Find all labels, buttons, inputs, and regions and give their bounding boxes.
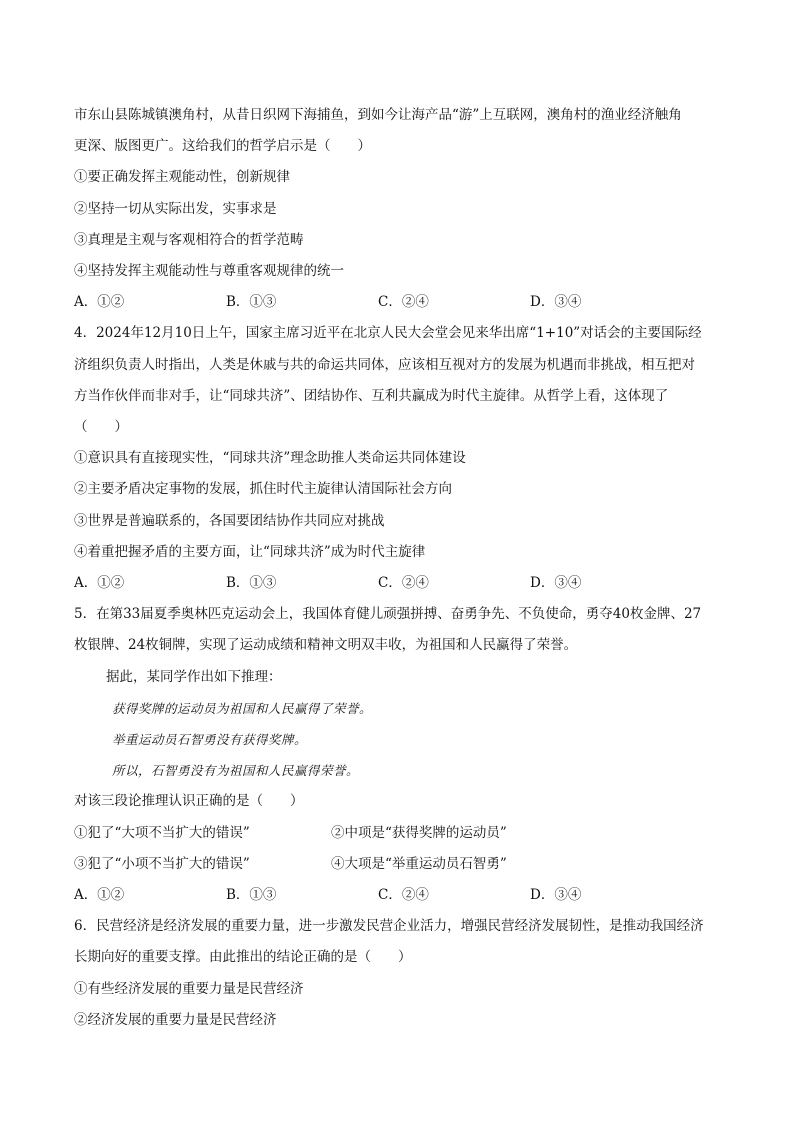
q3-option-d: D．③④ <box>530 294 582 311</box>
q5-items-row-1 <box>74 818 724 849</box>
document-page <box>74 100 724 1036</box>
q5-option-b: B．①③ <box>226 887 277 904</box>
q4-item-1: ①意识具有直接现实性，“同球共济”理念助推人类命运共同体建设 <box>74 450 466 467</box>
q4-option-c: C．②④ <box>378 575 429 592</box>
q5-syllogism-conclusion: 所以，石智勇没有为祖国和人民赢得荣誉。 <box>112 763 360 779</box>
q5-item-4: ④大项是“举重运动员石智勇” <box>331 855 507 872</box>
q3-stem-line-1: 市东山县陈城镇澳角村，从昔日织网下海捕鱼，到如今让海产品“游”上互联网，澳角村的渔业经济触角 <box>74 107 682 123</box>
q5-options <box>74 880 724 911</box>
q3-option-b: B．①③ <box>226 294 277 311</box>
q5-item-1: ①犯了“大项不当扩大的错误” <box>74 824 250 841</box>
q5-items-row-2 <box>74 849 724 880</box>
q4-item-2: ②主要矛盾决定事物的发展，抓住时代主旋律认清国际社会方向 <box>74 481 452 498</box>
q5-option-c: C．②④ <box>378 887 429 904</box>
q4-stem-line-3: 方当作伙伴而非对手，让“同球共济”、团结协作、互利共赢成为时代主旋律。从哲学上看，这体现了 <box>74 387 669 404</box>
q4-stem-line-4: （ ） <box>74 419 128 436</box>
q5-item-3: ③犯了“小项不当扩大的错误” <box>74 855 250 872</box>
q4-option-b: B．①③ <box>226 575 277 592</box>
q4-stem-line-1: 4．2024年12月10日上午，国家主席习近平在北京人民大会堂会见来华出席“1+10”对话会的主要国际经 <box>74 325 702 342</box>
q6-stem-line-2: 长期向好的重要支撑。由此推出的结论正确的是（ ） <box>74 949 412 966</box>
q5-option-d: D．③④ <box>530 887 582 904</box>
q5-intro: 据此，某同学作出如下推理： <box>106 668 282 685</box>
q3-item-4: ④坚持发挥主观能动性与尊重客观规律的统一 <box>74 263 344 280</box>
q3-option-c: C．②④ <box>378 294 429 311</box>
q4-option-d: D．③④ <box>530 575 582 592</box>
q3-item-3: ③真理是主观与客观相符合的哲学范畴 <box>74 231 304 248</box>
q5-question: 对该三段论推理认识正确的是（ ） <box>74 793 304 810</box>
q3-item-1: ①要正确发挥主观能动性，创新规律 <box>74 169 290 186</box>
q5-option-a: A．①② <box>74 887 125 904</box>
q5-syllogism-major: 获得奖牌的运动员为祖国和人民赢得了荣誉。 <box>112 700 373 716</box>
q5-stem-line-2: 枚银牌、24枚铜牌，实现了运动成绩和精神文明双丰收，为祖国和人民赢得了荣誉。 <box>74 637 578 654</box>
q4-option-a: A．①② <box>74 575 125 592</box>
q4-stem-line-2: 济组织负责人时指出，人类是休戚与共的命运共同体，应该相互视对方的发展为机遇而非挑战，相互把对 <box>74 356 695 373</box>
q3-option-a: A．①② <box>74 294 125 311</box>
q5-stem-line-1: 5．在第33届夏季奥林匹克运动会上，我国体育健儿顽强拼搏、奋勇争先、不负使命，勇夺40枚金牌、27 <box>74 606 702 623</box>
q3-stem-line-2: 更深、版图更广。这给我们的哲学启示是（ ） <box>74 138 371 155</box>
q6-stem-line-1: 6．民营经济是经济发展的重要力量，进一步激发民营企业活力，增强民营经济发展韧性，是推动我国经济 <box>74 918 704 935</box>
q5-syllogism-minor: 举重运动员石智勇没有获得奖牌。 <box>112 732 308 748</box>
q4-options <box>74 568 724 599</box>
q4-item-3: ③世界是普遍联系的，各国要团结协作共同应对挑战 <box>74 512 385 529</box>
q3-item-2: ②坚持一切从实际出发，实事求是 <box>74 200 277 217</box>
q5-item-2: ②中项是“获得奖牌的运动员” <box>331 824 507 841</box>
q3-options <box>74 287 724 318</box>
q6-item-2: ②经济发展的重要力量是民营经济 <box>74 1011 277 1028</box>
q4-item-4: ④着重把握矛盾的主要方面，让“同球共济”成为时代主旋律 <box>74 543 426 560</box>
q6-item-1: ①有些经济发展的重要力量是民营经济 <box>74 980 304 997</box>
